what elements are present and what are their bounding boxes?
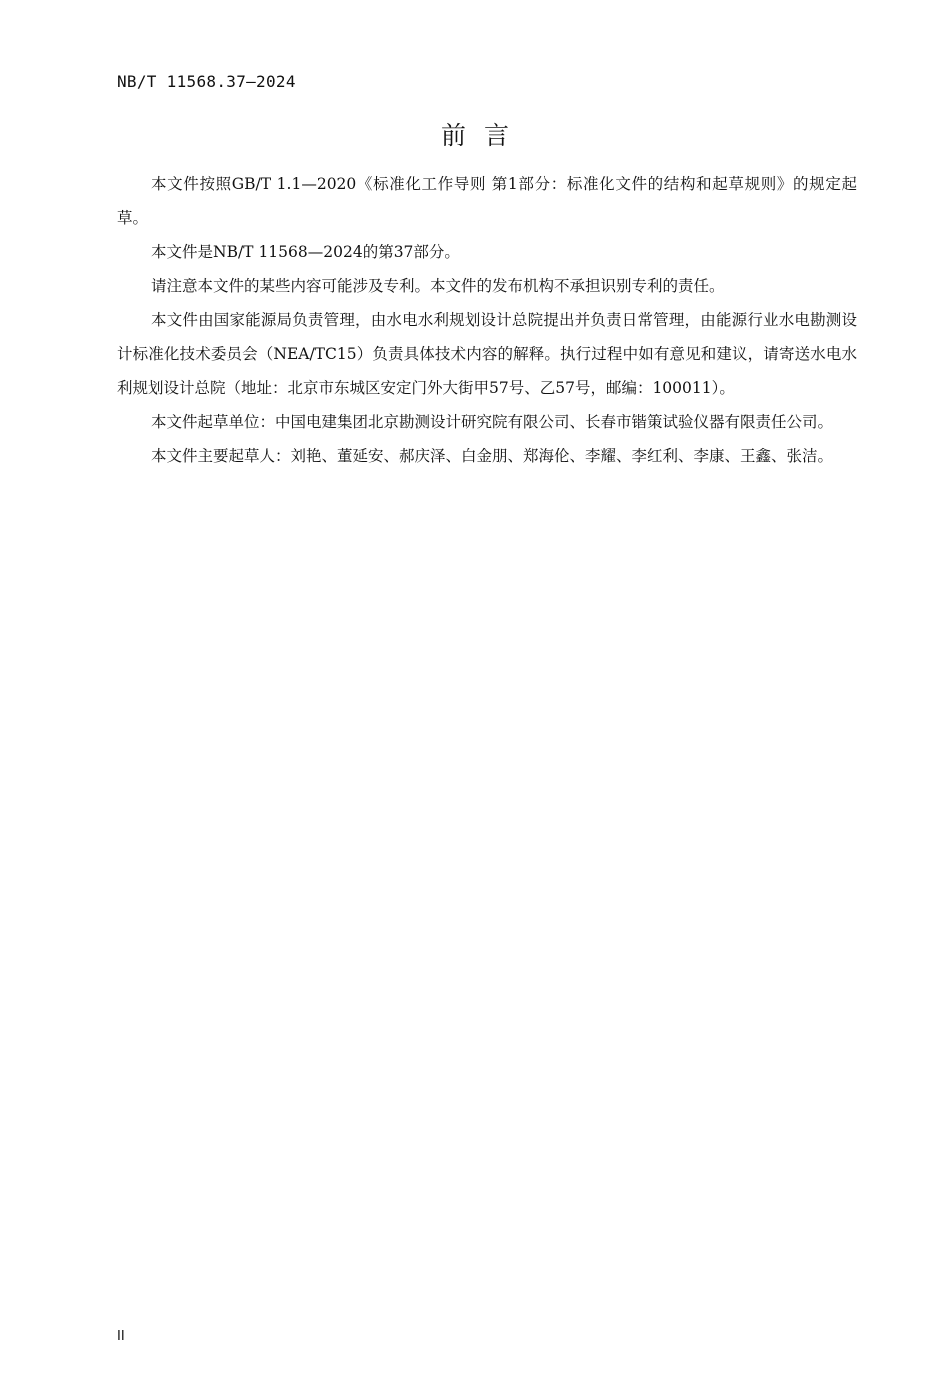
- paragraph-drafting-rules: 本文件按照GB/T 1.1—2020《标准化工作导则 第1部分：标准化文件的结构和起草规则》的规定起草。: [117, 175, 857, 227]
- standard-code: NB/T 11568.37—2024: [117, 72, 296, 91]
- foreword-body: [117, 167, 857, 473]
- page-number: II: [117, 1329, 125, 1344]
- page-title: 前言: [440, 121, 527, 150]
- paragraph-drafting-units: 本文件起草单位：中国电建集团北京勘测设计研究院有限公司、长春市锴策试验仪器有限责任公司。: [151, 413, 834, 431]
- paragraph-drafters: 本文件主要起草人：刘艳、董延安、郝庆泽、白金朋、郑海伦、李耀、李红利、李康、王鑫、张洁。: [151, 447, 834, 465]
- paragraph-patent-notice: 请注意本文件的某些内容可能涉及专利。本文件的发布机构不承担识别专利的责任。: [151, 277, 725, 295]
- paragraph-part-number: 本文件是NB/T 11568—2024的第37部分。: [151, 243, 460, 261]
- paragraph-management: 本文件由国家能源局负责管理，由水电水利规划设计总院提出并负责日常管理，由能源行业水电勘测设计标准化技术委员会（NEA/TC15）负责具体技术内容的解释。执行过程中如有意见和建议，请寄送水电水利规划设计总院（地址：北京市东城区安定门外大街甲57号、乙57号，邮编：100011）。: [117, 311, 857, 397]
